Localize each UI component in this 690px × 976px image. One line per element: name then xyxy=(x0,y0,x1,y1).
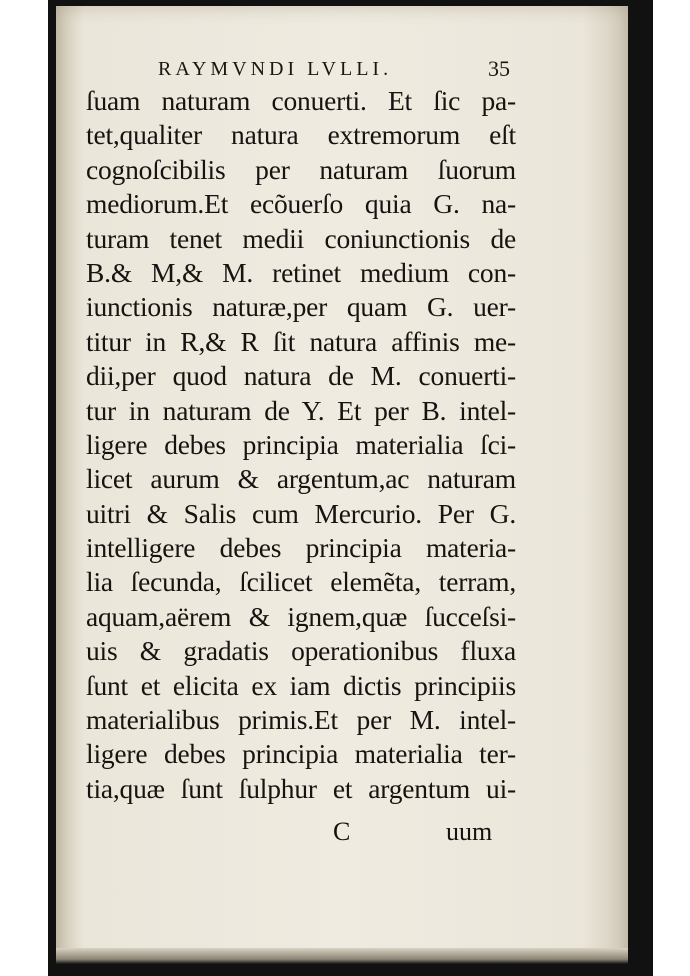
text-line: cognoſcibilis per naturam ſuorum xyxy=(86,153,516,185)
text-line: iunctionis naturæ,per quam G. uer- xyxy=(86,291,516,323)
page-bottom-edge xyxy=(56,948,628,964)
text-line: dii,per quod natura de M. conuerti- xyxy=(86,360,516,392)
text-line: ligere debes principia materialia ter- xyxy=(86,738,516,770)
text-line: tur in naturam de Y. Et per B. intel- xyxy=(86,394,516,426)
text-line: aquam,aërem & ignem,quæ ſucceſsi- xyxy=(86,600,516,632)
text-line: B.& M,& M. retinet medium con- xyxy=(86,256,516,288)
catchword: uum xyxy=(446,817,493,846)
text-line: tia,quæ ſunt ſulphur et argentum ui- xyxy=(86,772,516,804)
text-line: uitri & Salis cum Mercurio. Per G. xyxy=(86,497,516,529)
text-block xyxy=(86,84,516,806)
text-line: mediorum.Et ecõuerſo quia G. na- xyxy=(86,188,516,220)
text-line: licet aurum & argentum,ac naturam xyxy=(86,463,516,495)
text-line: turam tenet medii coniunctionis de xyxy=(86,222,516,254)
signature-mark: C xyxy=(333,817,351,846)
text-line: tet,qualiter natura extremorum eſt xyxy=(86,119,516,151)
text-line: uis & gradatis operationibus fluxa xyxy=(86,635,516,667)
text-line: ſunt et elicita ex iam dictis principiis xyxy=(86,669,516,701)
text-line: lia ſecunda, ſcilicet elemẽta, terram, xyxy=(86,566,516,598)
text-line: ſuam naturam conuerti. Et ſic pa- xyxy=(86,85,516,116)
text-line: intelligere debes principia materia- xyxy=(86,532,516,564)
text-line: ligere debes principia materialia ſci- xyxy=(86,428,516,460)
page-number: 35 xyxy=(488,56,510,81)
text-line: materialibus primis.Et per M. intel- xyxy=(86,704,516,736)
running-title: RAYMVNDI LVLLI. xyxy=(158,58,393,80)
text-line: titur in R,& R ſit natura affinis me- xyxy=(86,325,516,357)
